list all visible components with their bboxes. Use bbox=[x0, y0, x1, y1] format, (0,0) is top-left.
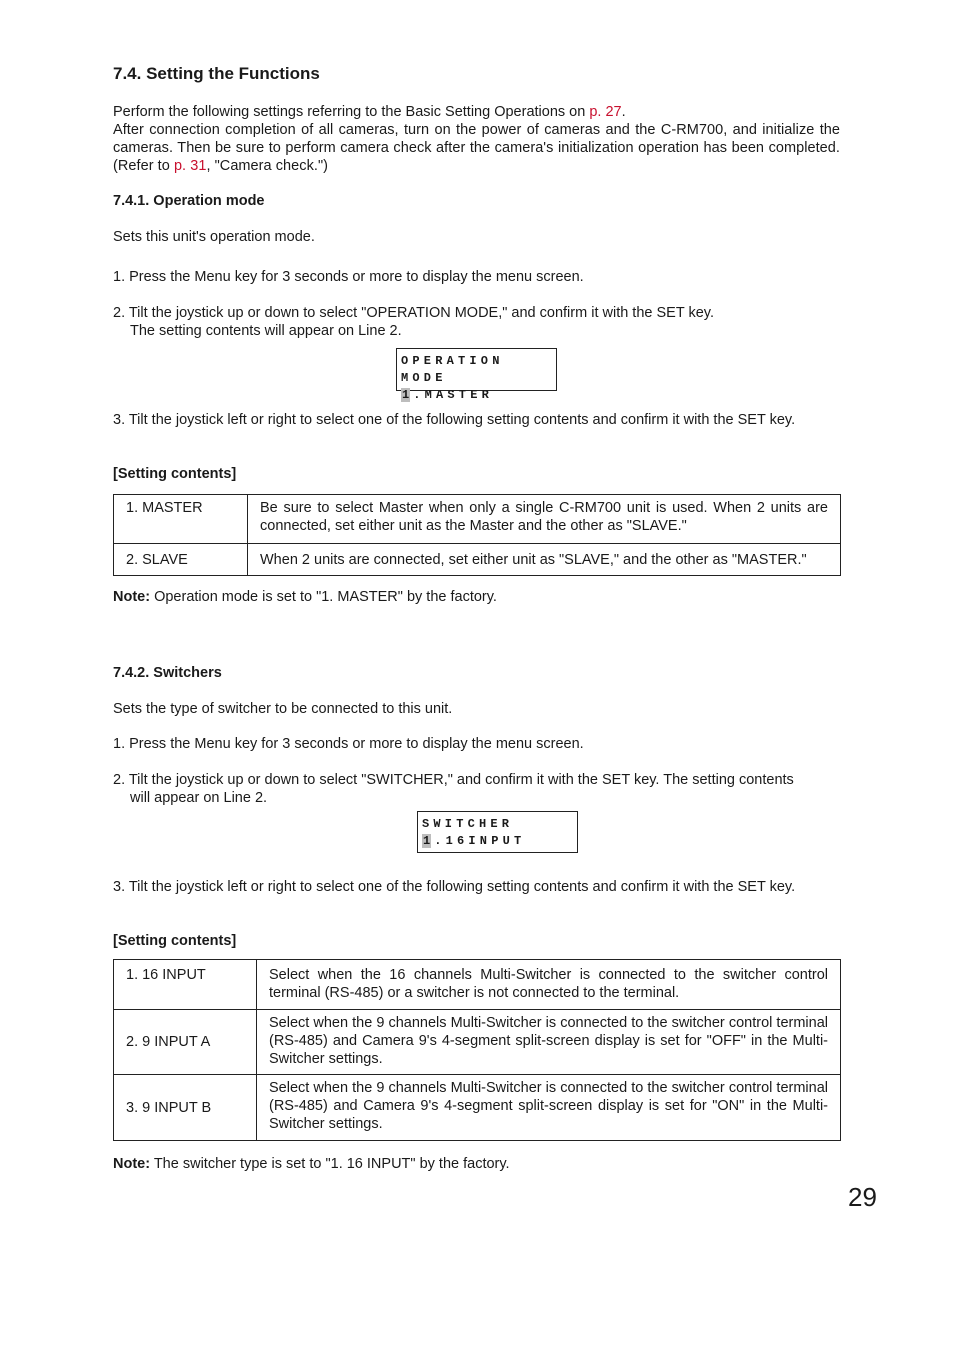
switchers-table-heading: [Setting contents] bbox=[113, 933, 237, 949]
lcd-line-2-text: .MASTER bbox=[413, 388, 494, 402]
lcd-cursor: 1 bbox=[402, 388, 410, 402]
intro2-text: After connection completion of all cameras, turn on the power of cameras and the C-RM700, and initialize the cameras. Then be sure to perform camera check after the camera's initialization operation has been completed. (Refer to bbox=[113, 122, 840, 174]
operation-mode-desc: Sets this unit's operation mode. bbox=[113, 229, 315, 245]
operation-mode-table-heading: [Setting contents] bbox=[113, 466, 237, 482]
row-desc: Select when the 9 channels Multi-Switcher is connected to the switcher control terminal (RS-485) and Camera 9's 4-segment split-screen display is set for "ON" in the Multi-Switcher settings. bbox=[257, 1075, 841, 1141]
row-label: 2. 9 INPUT A bbox=[114, 1010, 257, 1075]
switchers-desc: Sets the type of switcher to be connected to this unit. bbox=[113, 701, 453, 717]
section-title: 7.4. Setting the Functions bbox=[113, 64, 320, 83]
row-desc: Be sure to select Master when only a single C-RM700 unit is used. When 2 units are connected, set either unit as the Master and the other as "SLAVE." bbox=[248, 495, 841, 544]
operation-mode-step1: 1. Press the Menu key for 3 seconds or more to display the menu screen. bbox=[113, 269, 584, 285]
page-number: 29 bbox=[848, 1182, 877, 1212]
lcd-line-1: SWITCHER bbox=[422, 817, 514, 831]
switcher-lcd bbox=[417, 811, 578, 853]
intro-paragraph-2 bbox=[113, 121, 840, 175]
lcd-line-1: OPERATION MODE bbox=[401, 354, 504, 385]
operation-mode-note bbox=[113, 588, 840, 606]
operation-mode-table bbox=[113, 494, 841, 576]
table-row bbox=[114, 544, 841, 576]
intro-paragraph-1 bbox=[113, 103, 840, 121]
note-text: Operation mode is set to "1. MASTER" by the factory. bbox=[150, 589, 497, 605]
row-label: 1. MASTER bbox=[114, 495, 248, 544]
operation-mode-heading: 7.4.1. Operation mode bbox=[113, 193, 265, 209]
note-label: Note: bbox=[113, 589, 151, 605]
switchers-step1: 1. Press the Menu key for 3 seconds or more to display the menu screen. bbox=[113, 736, 584, 752]
switchers-note bbox=[113, 1155, 840, 1173]
row-desc: Select when the 16 channels Multi-Switcher is connected to the switcher control terminal (RS-485) or a switcher is not connected to the terminal. bbox=[257, 960, 841, 1010]
page-27-link[interactable]: p. 27 bbox=[589, 104, 622, 120]
row-label: 2. SLAVE bbox=[114, 544, 248, 576]
intro2-post: , "Camera check.") bbox=[206, 158, 329, 174]
row-desc: When 2 units are connected, set either unit as "SLAVE," and the other as "MASTER." bbox=[248, 544, 841, 576]
note-text: The switcher type is set to "1. 16 INPUT" by the factory. bbox=[150, 1156, 510, 1172]
page-31-link[interactable]: p. 31 bbox=[173, 158, 207, 174]
switchers-step2-text: 2. Tilt the joystick up or down to select "SWITCHER," and confirm it with the SET key. The setting contents bbox=[113, 772, 794, 788]
table-row bbox=[114, 1075, 841, 1141]
switchers-table bbox=[113, 959, 841, 1141]
switchers-step3: 3. Tilt the joystick left or right to select one of the following setting contents and confirm it with the SET key. bbox=[113, 879, 796, 895]
intro1-text: Perform the following settings referring to the Basic Setting Operations on bbox=[113, 104, 590, 120]
row-label: 1. 16 INPUT bbox=[114, 960, 257, 1010]
row-label: 3. 9 INPUT B bbox=[114, 1075, 257, 1141]
switchers-step2 bbox=[113, 771, 840, 789]
operation-mode-step2: 2. Tilt the joystick up or down to select "OPERATION MODE," and confirm it with the SET key. bbox=[113, 305, 714, 321]
table-row bbox=[114, 1010, 841, 1075]
intro1-post: . bbox=[621, 104, 626, 120]
operation-mode-step2-cont: The setting contents will appear on Line 2. bbox=[130, 323, 402, 339]
row-desc: Select when the 9 channels Multi-Switcher is connected to the switcher control terminal (RS-485) and Camera 9's 4-segment split-screen display is set for "OFF" in the Multi-Switcher settings. bbox=[257, 1010, 841, 1075]
lcd-cursor: 1 bbox=[423, 834, 431, 848]
lcd-line-2 bbox=[401, 387, 556, 404]
lcd-line-2 bbox=[422, 833, 577, 850]
switchers-step2-cont: will appear on Line 2. bbox=[130, 790, 268, 806]
operation-mode-step3: 3. Tilt the joystick left or right to select one of the following setting contents and confirm it with the SET key. bbox=[113, 412, 796, 428]
table-row bbox=[114, 960, 841, 1010]
lcd-line-2-text: .16INPUT bbox=[434, 834, 526, 848]
table-row bbox=[114, 495, 841, 544]
switchers-heading: 7.4.2. Switchers bbox=[113, 665, 222, 681]
operation-mode-lcd bbox=[396, 348, 557, 402]
note-label: Note: bbox=[113, 1156, 151, 1172]
